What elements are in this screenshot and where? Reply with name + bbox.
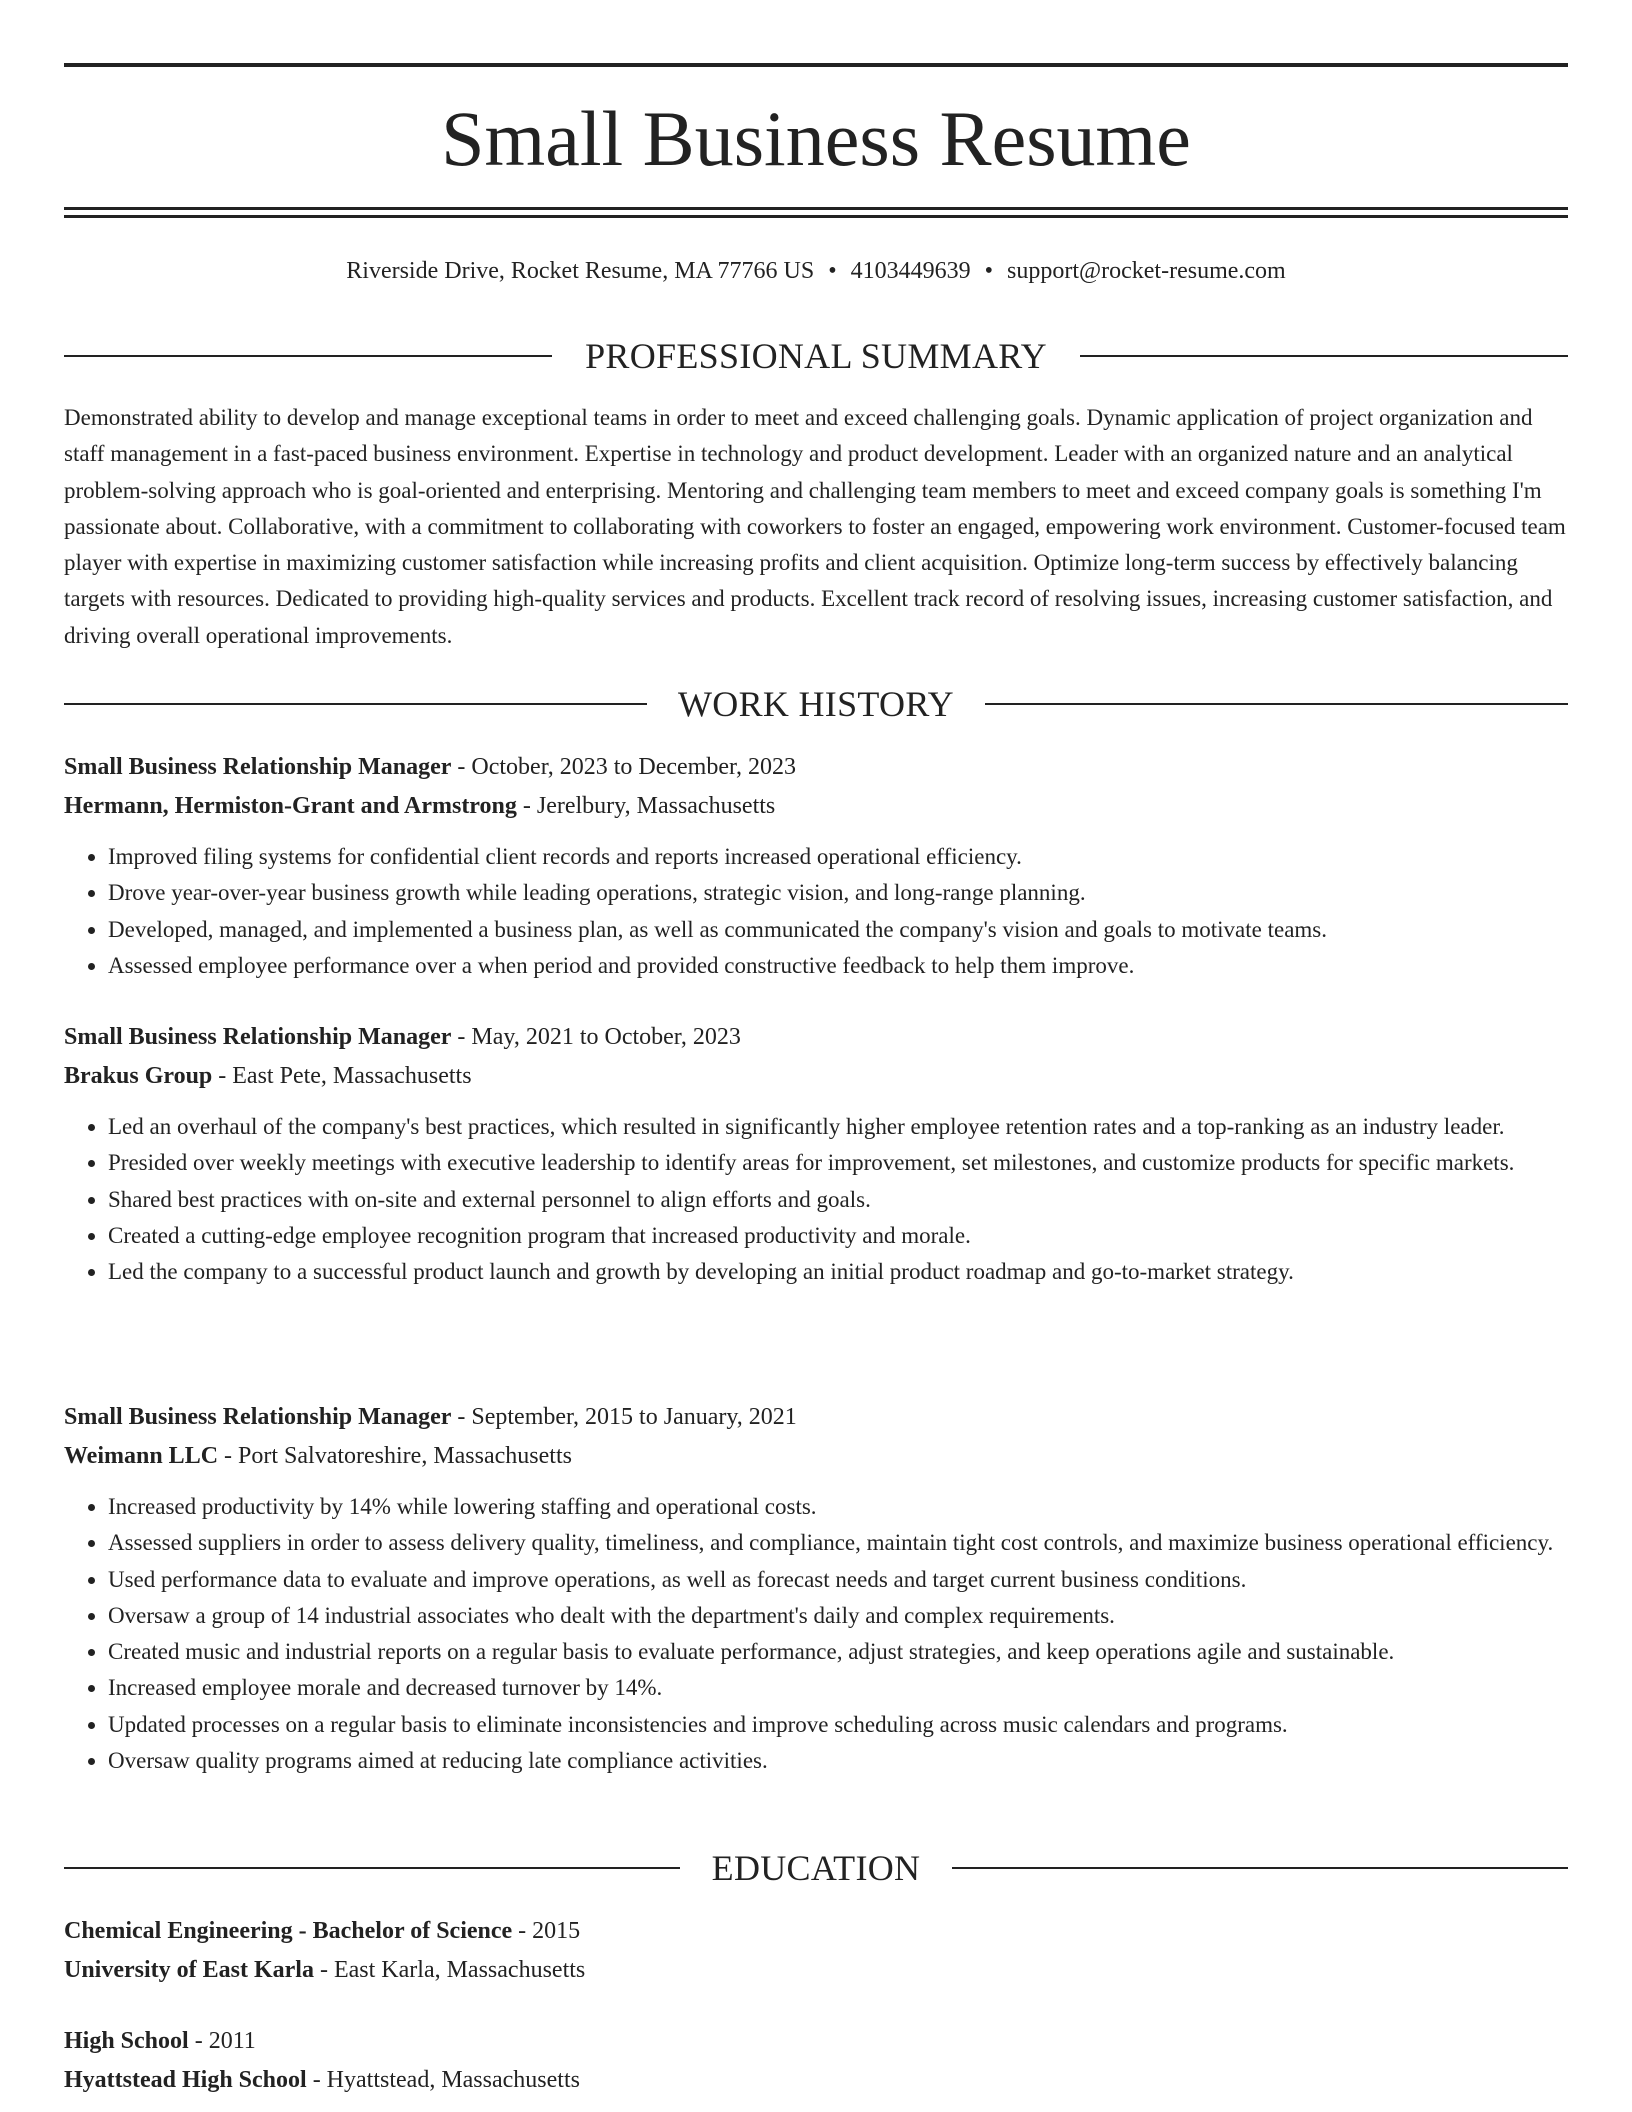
degree-line (64, 2022, 1568, 2061)
education-entry (64, 1912, 1568, 1990)
list-item: • Shared best practices with on-site and external personnel to align efforts and goals. (108, 1182, 1568, 1218)
heading-label: WORK HISTORY (678, 684, 954, 724)
job-title: Small Business Relationship Manager (64, 1024, 452, 1050)
job-entry (64, 1398, 1568, 1779)
list-item: • Updated processes on a regular basis to eliminate inconsistencies and improve scheduling across music calendars and programs. (108, 1707, 1568, 1743)
list-item: • Increased productivity by 14% while lowering staffing and operational costs. (108, 1489, 1568, 1525)
list-item: • Drove year-over-year business growth while leading operations, strategic vision, and long-range planning. (108, 875, 1568, 911)
contact-line (64, 254, 1568, 288)
job-company: Weimann LLC (64, 1443, 219, 1469)
title-double-rule-upper (64, 207, 1568, 210)
job-company-line (64, 787, 1568, 826)
list-item: • Improved filing systems for confidential client records and reports increased operational efficiency. (108, 839, 1568, 875)
job-company-line (64, 1437, 1568, 1476)
job-title: Small Business Relationship Manager (64, 1404, 452, 1430)
job-dates: - May, 2021 to October, 2023 (451, 1024, 741, 1050)
list-item: • Used performance data to evaluate and improve operations, as well as forecast needs and target current business conditions. (108, 1562, 1568, 1598)
job-location: - East Pete, Massachusetts (212, 1063, 472, 1089)
heading-rule-right (952, 1867, 1568, 1869)
section-heading-summary (64, 336, 1568, 376)
resume-title: Small Business Resume (441, 95, 1191, 182)
job-entry (64, 1018, 1568, 1290)
heading-rule-right (985, 703, 1568, 705)
degree: Chemical Engineering - Bachelor of Science (64, 1918, 513, 1944)
contact-phone: 4103449639 (850, 258, 971, 284)
section-heading-education (64, 1848, 1568, 1888)
school-line (64, 2061, 1568, 2100)
contact-separator: • (828, 258, 837, 284)
list-item: • Led the company to a successful product launch and growth by developing an initial product roadmap and go-to-market strategy. (108, 1254, 1568, 1290)
job-bullets (64, 1109, 1568, 1290)
heading-label: EDUCATION (711, 1848, 921, 1888)
contact-address: Riverside Drive, Rocket Resume, MA 77766 US (346, 258, 815, 284)
education-entry (64, 2022, 1568, 2100)
job-company-line (64, 1057, 1568, 1096)
school-location: - East Karla, Massachusetts (313, 1957, 586, 1983)
list-item: • Created music and industrial reports on a regular basis to evaluate performance, adjust strategies, and keep operations agile and sustainable. (108, 1634, 1568, 1670)
school-line (64, 1951, 1568, 1990)
heading-label: PROFESSIONAL SUMMARY (585, 336, 1047, 376)
degree-line (64, 1912, 1568, 1951)
top-rule (64, 63, 1568, 67)
list-item: • Assessed employee performance over a when period and provided constructive feedback to help them improve. (108, 948, 1568, 984)
job-bullets (64, 1489, 1568, 1779)
job-location: - Jerelbury, Massachusetts (516, 793, 776, 819)
list-item: • Increased employee morale and decreased turnover by 14%. (108, 1670, 1568, 1706)
degree-year: - 2015 (512, 1918, 581, 1944)
job-title: Small Business Relationship Manager (64, 754, 452, 780)
list-item: • Created a cutting-edge employee recognition program that increased productivity and morale. (108, 1218, 1568, 1254)
job-title-line (64, 1398, 1568, 1437)
school: University of East Karla (64, 1957, 314, 1983)
job-location: - Port Salvatoreshire, Massachusetts (218, 1443, 572, 1469)
degree: High School (64, 2028, 189, 2054)
list-item: • Oversaw a group of 14 industrial associates who dealt with the department's daily and complex requirements. (108, 1598, 1568, 1634)
list-item: • Led an overhaul of the company's best practices, which resulted in significantly higher employee retention rates and a top-ranking as an industry leader. (108, 1109, 1568, 1145)
list-item: • Presided over weekly meetings with executive leadership to identify areas for improvement, set milestones, and customize products for specific markets. (108, 1145, 1568, 1181)
job-company: Hermann, Hermiston-Grant and Armstrong (64, 793, 517, 819)
section-heading-work-history (64, 684, 1568, 724)
title-double-rule-lower (64, 215, 1568, 218)
job-company: Brakus Group (64, 1063, 213, 1089)
job-title-line (64, 748, 1568, 787)
job-dates: - September, 2015 to January, 2021 (451, 1404, 797, 1430)
degree-year: - 2011 (188, 2028, 256, 2054)
job-dates: - October, 2023 to December, 2023 (451, 754, 797, 780)
summary-text: Demonstrated ability to develop and manage exceptional teams in order to meet and exceed challenging goals. Dynamic application of project organization and staff management in a fast-paced business environment. Expertise in technology and product development. Leader with an organized nature and an analytical problem-solving approach who is goal-oriented and enterprising. Mentoring and challenging team members to meet and exceed company goals is something I'm passionate about. Collaborative, with a commitment to collaborating with coworkers to foster an engaged, empowering work environment. Customer-focused team player with expertise in maximizing customer satisfaction while increasing profits and client acquisition. Optimize long-term success by effectively balancing targets with resources. Dedicated to providing high-quality services and products. Excellent track record of resolving issues, increasing customer satisfaction, and driving overall operational improvements. (64, 405, 1566, 648)
job-entry (64, 748, 1568, 984)
job-title-line (64, 1018, 1568, 1057)
list-item: • Developed, managed, and implemented a business plan, as well as communicated the company's vision and goals to motivate teams. (108, 912, 1568, 948)
job-bullets (64, 839, 1568, 984)
list-item: • Assessed suppliers in order to assess delivery quality, timeliness, and compliance, maintain tight cost controls, and maximize business operational efficiency. (108, 1525, 1568, 1561)
school: Hyattstead High School (64, 2067, 307, 2093)
contact-email: support@rocket-resume.com (1007, 258, 1286, 284)
heading-rule-right (1080, 355, 1568, 357)
contact-separator: • (984, 258, 994, 284)
school-location: - Hyattstead, Massachusetts (306, 2067, 580, 2093)
list-item: • Oversaw quality programs aimed at reducing late compliance activities. (108, 1743, 1568, 1779)
